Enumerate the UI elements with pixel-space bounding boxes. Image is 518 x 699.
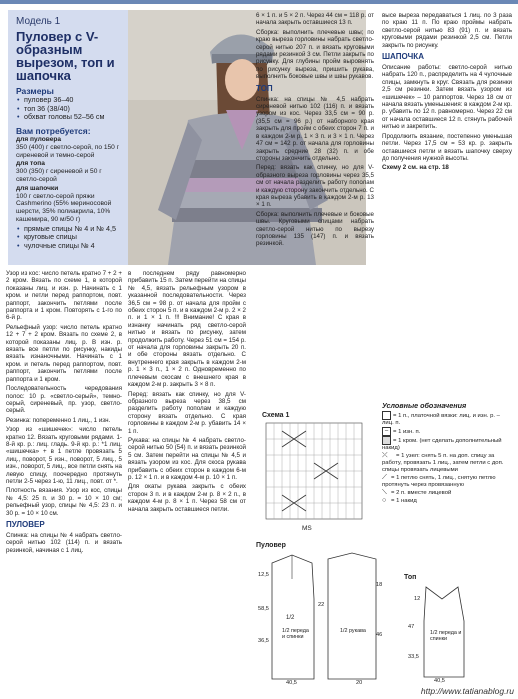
pullover-schematic <box>256 542 386 689</box>
sizes-block <box>16 86 124 122</box>
pattern-cables: Узор из кос: число петель кратно 7 + 2 + 2 кром. Вязать по схеме 1, в которой показаны лиц. и изн. р. Начинать с 1 кром. и петли перед раппортом, повт. раппорт, закончить петлями после раппорта и 1 кром. Повторять с 1-го по 6-й р. <box>6 270 122 322</box>
needle-item: • чулочные спицы № 4 <box>16 242 124 251</box>
rib-pattern: Резинка: попеременно 1 лиц., 1 изн. <box>6 416 111 424</box>
scheme-1-ms: MS <box>302 525 312 532</box>
legend-item: ⟍ = 2 п. вместе лицевой <box>382 489 452 497</box>
purl-symbol-icon: – <box>382 427 391 436</box>
top-material-label: для топа <box>16 160 45 168</box>
legend-item: = 1 кром. (нет сделать дополнительный накид) <box>382 436 512 452</box>
top-back: Спинка: на спицы № 4,5 набрать сиреневой нитью 102 (116) п. и вязать узором из кос. Через 33,5 см = 90 р. (35,5 см = 96 р.) от наборного края закрыть для пройм с обеих сторон 7 п. и в каждом 2-м р. 1 × 3 п. и 3 × 1 п. Через 47 см = 142 р. от начала для горловины закрыть средние 28 (32) п. и обе стороны закончить отдельно. <box>256 95 374 162</box>
legend-title: Условные обозначения <box>382 401 467 410</box>
page-title: Пуловер с V-образным вырезом, топ и шапочка <box>16 29 115 83</box>
sleeve-cap: Для окаты рукава закрыть с обеих сторон 3 п. и в каждом 2-м р. 8 × 2 п., в каждом 4-м р. 8 × 1 п. Через 58 см от начала закрыть оставшиеся петли. <box>128 483 246 513</box>
top-piece-name: 1/2 переда и спинки <box>430 630 462 642</box>
legend-item: ⤫ = 1 узел: снять 5 п. на доп. спицу за работу, провязать 1 лиц., затем петли с доп. спицы провязать лицевыми <box>382 452 504 474</box>
scheme-reference: Схему 2 см. на стр. 18 <box>382 164 449 172</box>
pullover-diagram <box>256 549 386 689</box>
top-neck-cont: высе выреза передаваться 1 лиц. по 3 раза по краю 11 п. По краю проймы набрать светло-серой нитью 83 (91) п. и вязать круговыми рядами резинкой 2,5 см. Петли закрыть по рисунку. <box>382 12 512 49</box>
top-dim-label: 40,5 <box>434 678 445 684</box>
k2tog-symbol-icon: ⟍ <box>382 489 387 497</box>
materials-block <box>16 126 124 251</box>
legend-item: = 1 п., платочной вязки: лиц. и изн. р. – лиц. п. <box>382 411 512 427</box>
pullover-back-cont: в последнем ряду равномерно прибавить 15 п. Затем перейти на спицы № 4,5, вязать рельефным узором в указанной последовательности. Через 36,5 см = 98 р. от начала для пройм с обеих сторон 5 п. и в каждом 2-м р. 2 × 2 п. и 1 × 1 п. !!! Внимание! С края в изнанку начинать ряд светло-серой нитью и вязать по рисунку, затем продолжить работу. Через 51 см = 154 р. от начала для горловины закрыть 20 п. и обе стороны вязать отдельно. С внутреннего края закрыть в каждом 2-м р. 1 × 3 п., 1 × 2 п. Одновременно по плечевым скосам с внешнего края в каждом 2-м р. закрыть 3 × 8 п. <box>128 270 246 389</box>
dim-label: 20 <box>356 680 363 686</box>
pullover-material-text: 350 (400) г светло-серой, по 150 г сиреневой и темно-серой <box>16 143 120 159</box>
hat-description: Описание работы: светло-серой нитью набрать 120 п., распределить на 4 чулочные спицы, замкнуть в круг. Связать для резинки 2,5 см резинки. Затем вязать узором из «шишечек» – 10 раппортов. Через 18 см от начала вязать уменьшения: в каждом 2-м кр. р. убавить по 12 п. равномерно. Через 22 см от начала оставшиеся 12 п. стянуть рабочей нитью и закрепить. <box>382 64 512 131</box>
top-front: Перед: вязать как спинку, но для V-образного выреза горловины через 35,5 см от начала разделить работу пополам и каждую сторону закончить отдельно. С края выреза убавить в каждом 2-м р. 13 × 1 п. <box>256 164 374 209</box>
piece-name: 1/2 переда и спинки <box>282 628 309 640</box>
top-assembly: Сборка: выполнить плечевые и боковые швы. Круговыми спицами набрать светло-серой нитью по вырезу горловины 135 (147) п. и вязать резинкой. <box>256 210 374 248</box>
size-item: • обхват головы 52–56 см <box>16 113 124 122</box>
top-schematic-title: Топ <box>404 574 417 581</box>
needles-list <box>16 225 124 251</box>
dim-label: 58,5 <box>258 606 269 612</box>
pullover-piece-label: 1/2 <box>286 615 295 621</box>
pattern-relief: Рельефный узор: число петель кратно 12 + 7 + 2 кром. Вязать по схеме 2, в которой показаны лиц. р. В изн. р. вязать все петли по рисунку, накиды вязать изнаночными. Начинать с 1 кром. и петель перед раппортом, повт. раппорт, закончить петлями после раппорта и 1 кром. <box>6 323 122 383</box>
dim-label: 40,5 <box>286 680 297 686</box>
edge-stitch-icon <box>382 436 391 445</box>
text-column-4 <box>382 12 512 400</box>
top-schematic <box>404 574 514 684</box>
pullover-assembly: Сборка: выполнить плечевые швы; по краю выреза горловины набрать светло-серой нитью 207 п. и вязать круговыми рядами резинкой 3 см. Петли закрыть по рисунку. Для глубины пройм выровнять по рисунку выреза, пришить рукава, выполнить боковые швы и швы рукавов. <box>256 28 374 81</box>
sizes-list <box>16 96 124 122</box>
pullover-sleeve-end: 6 × 1 п. и 5 × 2 п. Через 44 см = 118 р. от начала закрыть оставшиеся 13 п. <box>256 12 374 27</box>
pullover-front: Перед: вязать как спинку, но для V-образного выреза через 38,5 см разделить работу пополам и каждую сторону вязать отдельно. С края горловины в каждом 2-м р. убавить 14 × 1 п. <box>128 390 246 435</box>
scheme-1-title: Схема 1 <box>262 412 290 419</box>
size-item: • топ 36 (38/40) <box>16 105 124 114</box>
scheme-1 <box>262 412 374 532</box>
text-column-1 <box>6 270 122 694</box>
text-column-2 <box>128 270 246 694</box>
piece-name: 1/2 рукава <box>340 628 366 634</box>
hat-material-text: 100 г светло-серой пряжи Cashmerino (55% мериносовой шерсти, 35% полиакрила, 10% кашемира, 90 м/50 г) <box>16 192 112 223</box>
section-top: ТОП <box>256 83 273 93</box>
cable-symbol-icon: ⤫ <box>382 452 388 460</box>
stripe-sequence: Последовательность чередования полос: 10 р. «светло-серый», темно-серый, сиреневый, пр. узор, светло-серый. <box>6 385 122 415</box>
needle-item: • круговые спицы <box>16 233 124 242</box>
top-dim-label: 47 <box>408 624 415 630</box>
dim-label: 12,5 <box>258 572 269 578</box>
dim-label: 36,5 <box>258 638 269 644</box>
gauge-text: Плотность вязания. Узор из кос, спицы № 4,5: 25 п. и 30 р. = 10 × 10 см; рельефный узор, спицы № 4,5: 23 п. и 30 р. = 10 × 10 см. <box>6 487 122 517</box>
bobble-pattern: Узор из «шишечек»: число петель кратно 12. Вязать круговыми рядами. 1-8-й кр. р.: лиц. гладь. 9-й кр. р.: *1 лиц. «шишечка» + в 1 петле провязать 5 лиц., поворот, 5 изн., поворот, 5 лиц., 5 изн., поворот, 5 лиц., все петли снять на левую спицу, поочередно протянуть петли 2-5 через 1-ю, 11 лиц., повт. от *. <box>6 426 122 485</box>
model-label: Модель 1 <box>16 16 61 27</box>
top-dim-label: 12 <box>414 596 421 602</box>
hat-material-label: для шапочки <box>16 184 59 192</box>
slip-symbol-icon: ⟋ <box>382 474 387 482</box>
top-material-text: 300 (350) г сиреневой и 50 г светло-серой <box>16 168 102 183</box>
section-pullover: ПУЛОВЕР <box>6 520 45 529</box>
dim-label: 18 <box>376 582 383 588</box>
knit-symbol-icon <box>382 411 391 420</box>
scheme-1-grid <box>262 419 374 539</box>
top-accent-bar <box>0 0 518 4</box>
text-column-3 <box>256 12 374 400</box>
top-dim-label: 33,5 <box>408 654 419 660</box>
yarn-over-icon: ○ <box>382 497 387 505</box>
watermark: http://www.tatianablog.ru <box>420 686 514 696</box>
materials-title: Вам потребуется: <box>16 126 91 136</box>
legend-item: ○ = 1 накид <box>382 497 417 505</box>
sizes-title: Размеры <box>16 86 54 96</box>
pullover-back: Спинка: на спицы № 4 набрать светло-серой нитью 102 (114) п. и вязать резинкой, начиная с 1 лиц. <box>6 532 122 554</box>
legend-item: – = 1 изн. п. <box>382 427 512 436</box>
pullover-schematic-title: Пуловер <box>256 542 286 549</box>
hat-description-cont: Продолжить вязание, постепенно уменьшая петли. Через 17,5 см = 53 кр. р. закрыть оставшиеся петли и вязать шапочку сверху до получения нужной высоты. <box>382 132 512 162</box>
dim-label: 46 <box>376 632 383 638</box>
size-item: • пуловер 36–40 <box>16 96 124 105</box>
dim-label: 22 <box>318 602 325 608</box>
legend <box>382 402 512 505</box>
pullover-material-label: для пуловера <box>16 136 62 143</box>
legend-item: ⟋ = 1 петлю снять, 1 лиц., снятую петлю протянуть через провязанную <box>382 474 496 489</box>
section-hat: ШАПОЧКА <box>382 52 424 62</box>
needle-item: • прямые спицы № 4 и № 4,5 <box>16 225 124 234</box>
pullover-sleeves: Рукава: на спицы № 4 набрать светло-серой нитью 50 (54) п. и вязать резинкой 5 см. Затем перейти на спицы № 4,5 и вязать узором из кос. Для скоса рукава прибавить с обеих сторон в каждом 6-м р. 12 × 1 п. и в каждом 4-м р. 10 × 1 п. <box>128 436 246 481</box>
